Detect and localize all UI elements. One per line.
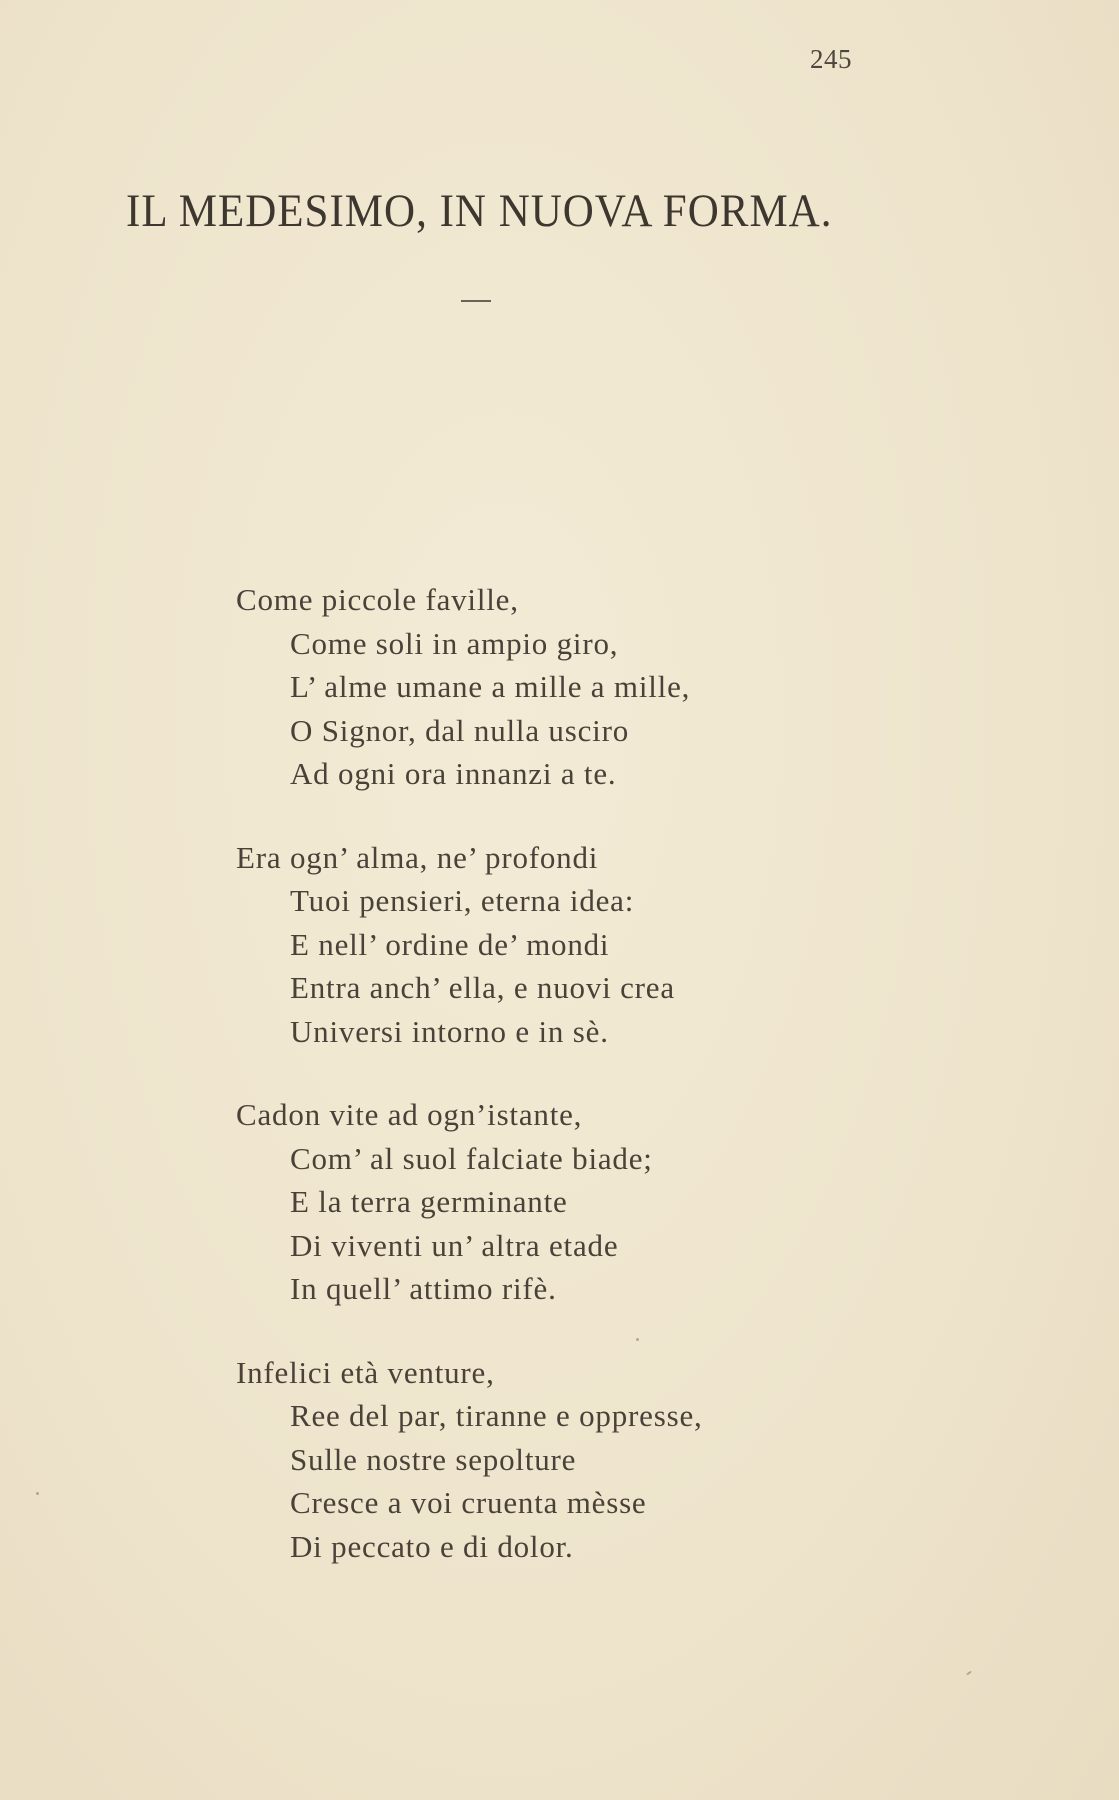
stanza-4: [236, 1351, 836, 1569]
verse-line: Di peccato e di dolor.: [290, 1528, 574, 1564]
poem-body: [236, 578, 836, 1608]
verse-line: Ree del par, tiranne e oppresse,: [290, 1398, 703, 1433]
verse-line: Infelici età venture,: [236, 1354, 495, 1390]
verse-line: E la terra germinante: [290, 1184, 568, 1219]
title-rule: [461, 300, 491, 302]
verse-line: Com’ al suol falciate biade;: [290, 1140, 653, 1176]
verse-line: Sulle nostre sepolture: [290, 1441, 577, 1477]
verse-line: Entra anch’ ella, e nuovi crea: [290, 970, 675, 1005]
page-number: 245: [810, 44, 852, 74]
verse-line: L’ alme umane a mille a mille,: [290, 669, 691, 704]
verse-line: Ad ogni ora innanzi a te.: [290, 756, 617, 791]
verse-line: Universi intorno e in sè.: [290, 1013, 609, 1049]
verse-line: Cadon vite ad ogn’istante,: [236, 1097, 583, 1132]
verse-line: In quell’ attimo rifè.: [290, 1271, 557, 1306]
verse-line: Come piccole faville,: [236, 582, 519, 617]
stanza-1: [236, 578, 836, 796]
verse-line: Era ogn’ alma, ne’ profondi: [236, 839, 599, 875]
verse-line: Cresce a voi cruenta mèsse: [290, 1485, 647, 1520]
paper-speck: [36, 1492, 39, 1495]
stanza-3: [236, 1093, 836, 1311]
verse-line: Di viventi un’ altra etade: [290, 1227, 619, 1263]
paper-speck: [966, 1670, 972, 1675]
paper-speck: [636, 1338, 639, 1341]
verse-line: O Signor, dal nulla usciro: [290, 712, 629, 748]
stanza-2: [236, 836, 836, 1054]
poem-title: IL MEDESIMO, IN NUOVA FORMA.: [126, 186, 833, 237]
verse-line: Tuoi pensieri, eterna idea:: [290, 883, 635, 918]
verse-line: Come soli in ampio giro,: [290, 625, 619, 661]
verse-line: E nell’ ordine de’ mondi: [290, 926, 610, 962]
